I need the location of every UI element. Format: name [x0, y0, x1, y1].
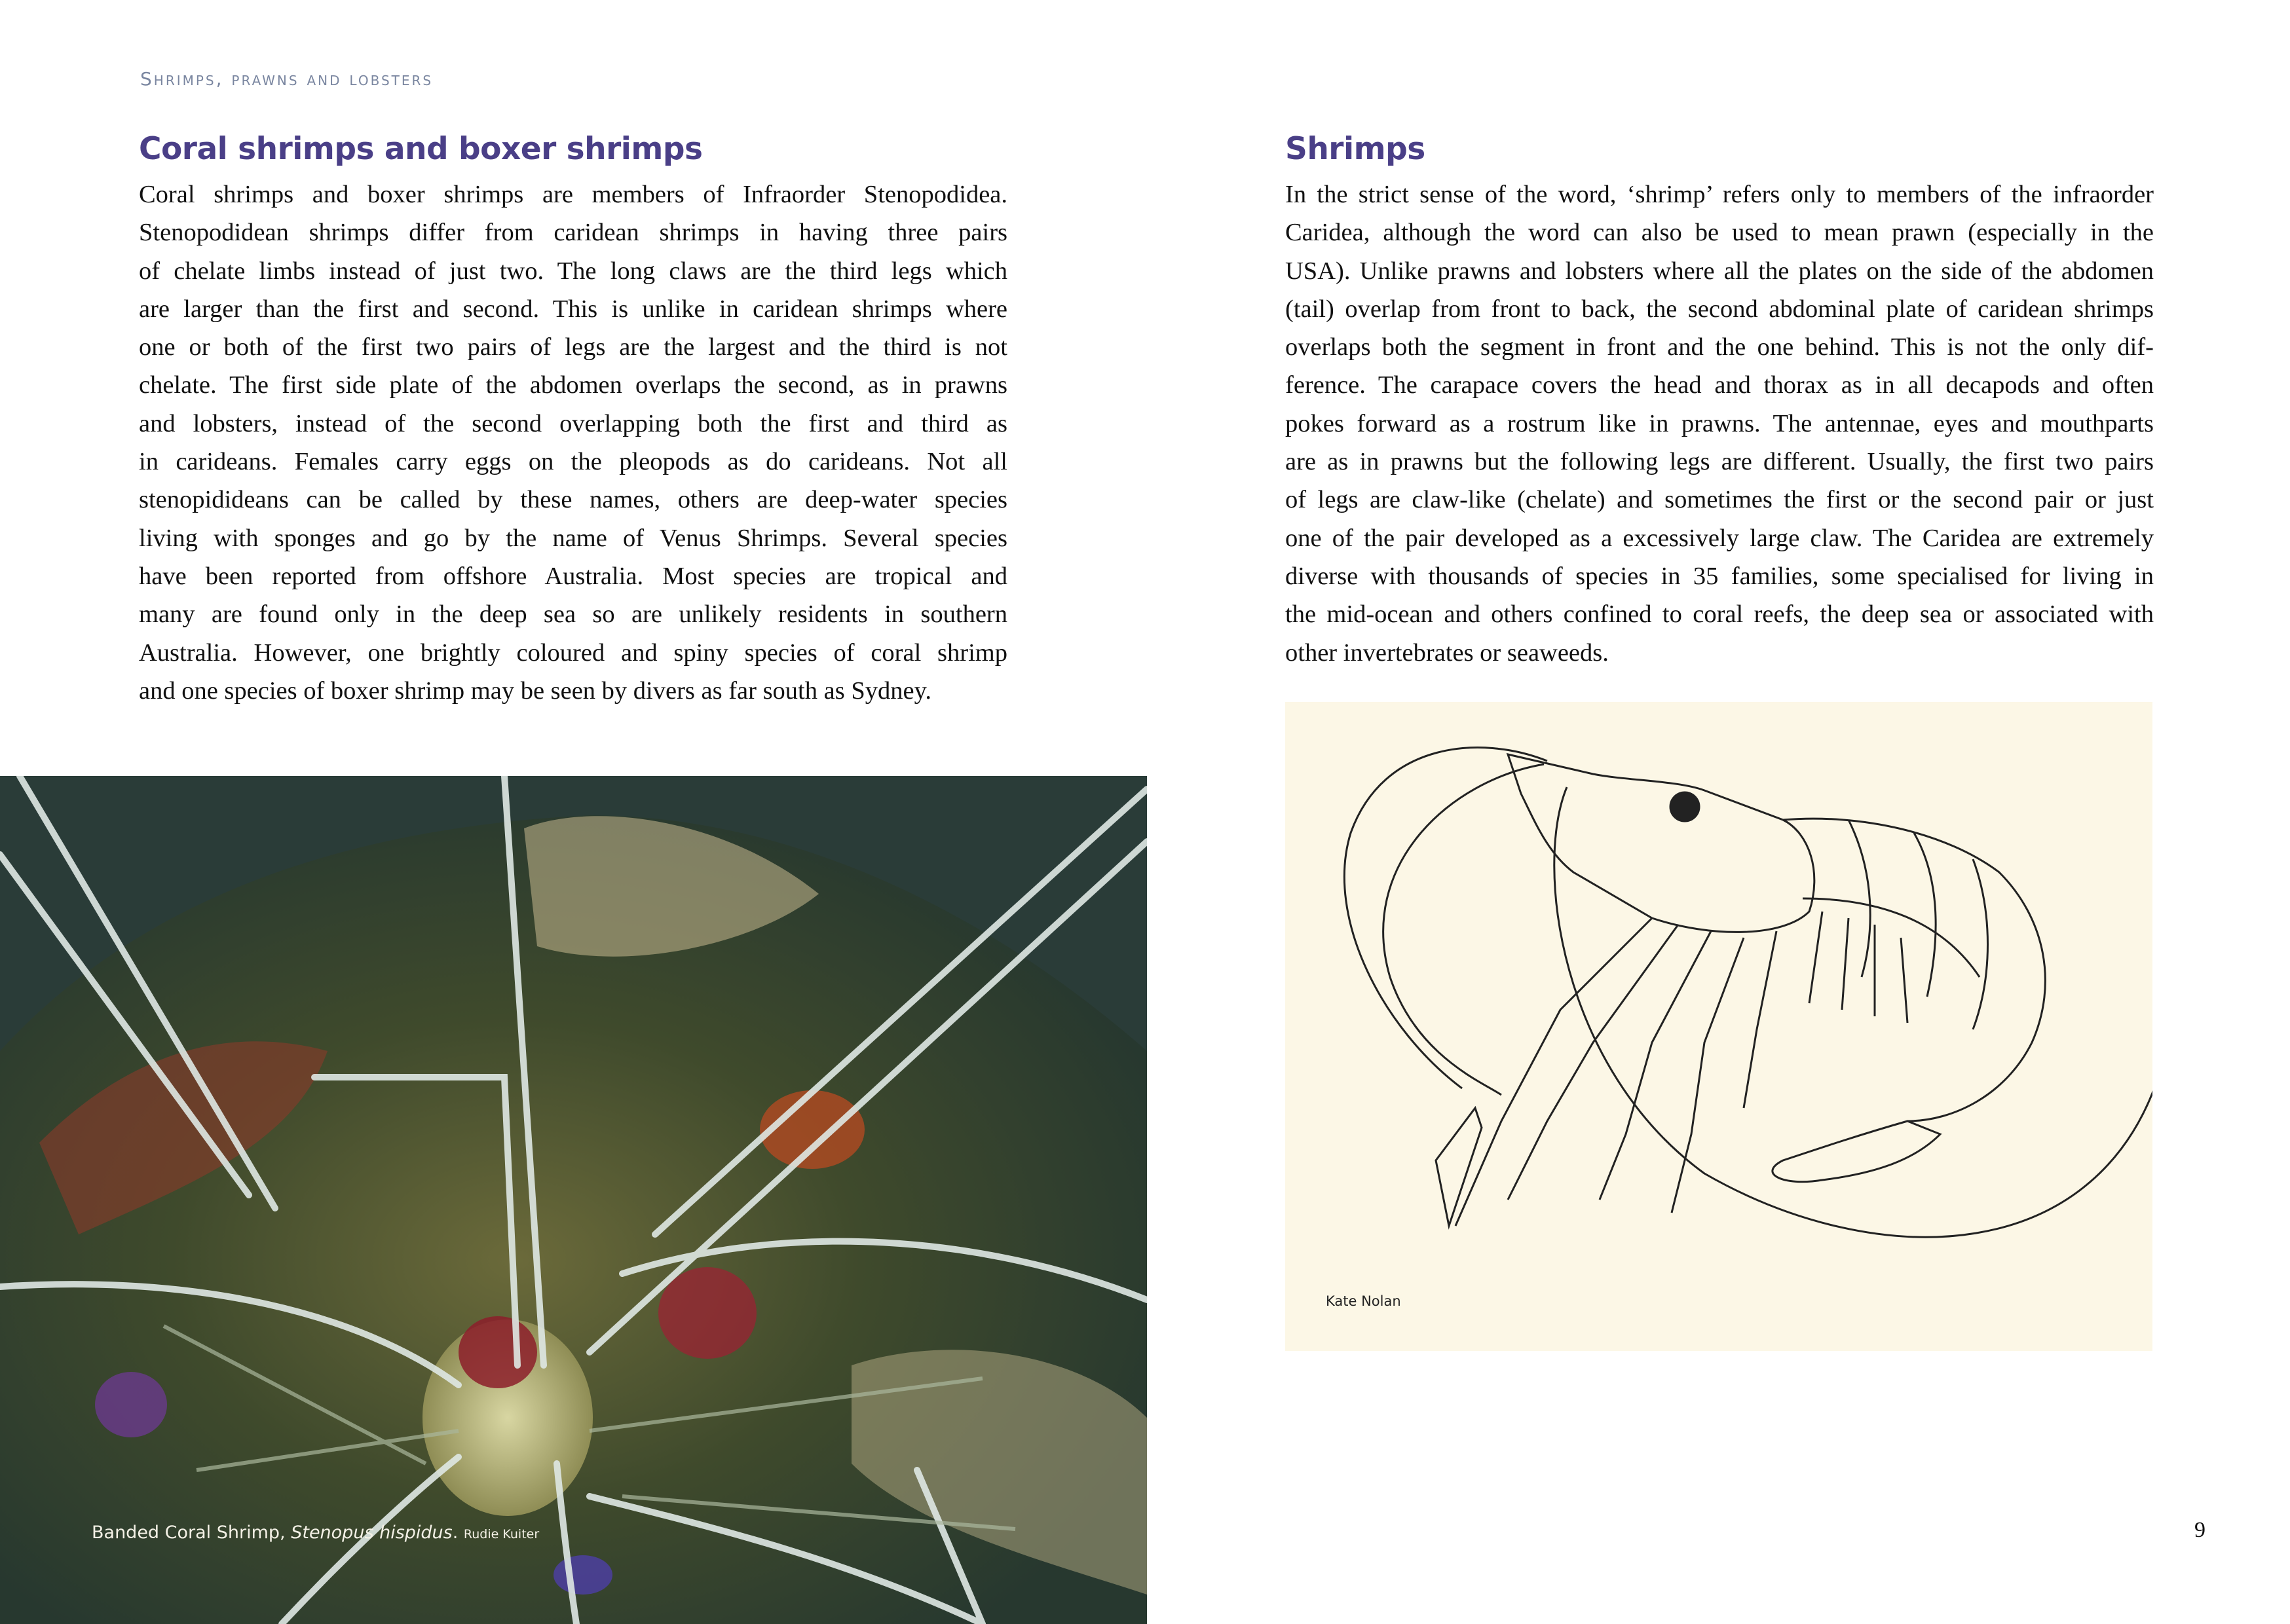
text-line: of chelate limbs instead of just two. The long claws are the third legs which	[139, 257, 1007, 285]
text-line: other invertebrates or seaweeds.	[1285, 638, 1609, 667]
page-number: 9	[2194, 1518, 2206, 1542]
text-line: one of the pair developed as a excessively large claw. The Caridea are extremely	[1285, 524, 2154, 552]
section-heading-shrimps: Shrimps	[1285, 131, 1425, 167]
shrimp-illustration	[1285, 702, 2152, 1351]
shrimp-line-drawing	[1285, 702, 2152, 1351]
text-line: In the strict sense of the word, ‘shrimp’ refers only to members of the infraorder	[1285, 181, 2154, 208]
text-line: chelate. The first side plate of the abdomen overlaps the second, as in prawns	[139, 371, 1007, 399]
text-line: Australia. However, one brightly coloured and spiny species of coral shrimp	[139, 638, 1007, 667]
text-line: of legs are claw-like (chelate) and sometimes the first or the second pair or just	[1285, 486, 2154, 514]
text-line: USA). Unlike prawns and lobsters where all the plates on the side of the abdomen	[1285, 257, 2154, 285]
coral-shrimp-photo	[0, 776, 1147, 1624]
text-line: in carideans. Females carry eggs on the pleopods as do carideans. Not all	[139, 448, 1007, 476]
caption-common-name: Banded Coral Shrimp,	[92, 1522, 291, 1543]
caption-separator: .	[452, 1522, 464, 1543]
photo-artwork	[0, 776, 1147, 1624]
text-line: ference. The carapace covers the head and thorax as in all decapods and often	[1285, 371, 2154, 399]
body-text-right	[1285, 175, 2154, 672]
running-head: Shrimps, prawns and lobsters	[140, 68, 434, 90]
text-line: living with sponges and go by the name of Venus Shrimps. Several species	[139, 524, 1007, 552]
body-text-left	[139, 175, 1007, 710]
text-line: and one species of boxer shrimp may be seen by divers as far south as Sydney.	[139, 676, 931, 705]
text-line: Stenopodidean shrimps differ from caridean shrimps in having three pairs	[139, 219, 1007, 247]
text-line: the mid-ocean and others confined to coral reefs, the deep sea or associated with	[1285, 600, 2154, 629]
section-heading-coral-shrimps: Coral shrimps and boxer shrimps	[139, 131, 703, 167]
text-line: stenopidideans can be called by these names, others are deep-water species	[139, 486, 1007, 514]
text-line: many are found only in the deep sea so are unlikely residents in southern	[139, 600, 1007, 629]
text-line: diverse with thousands of species in 35 families, some specialised for living in	[1285, 562, 2154, 590]
text-line: Coral shrimps and boxer shrimps are members of Infraorder Stenopodidea.	[139, 181, 1007, 208]
photo-caption	[92, 1522, 539, 1543]
text-line: (tail) overlap from front to back, the second abdominal plate of caridean shrimps	[1285, 295, 2154, 323]
photo-credit: Rudie Kuiter	[463, 1527, 540, 1541]
illustration-credit: Kate Nolan	[1326, 1293, 1401, 1309]
text-line: pokes forward as a rostrum like in prawns. The antennae, eyes and mouthparts	[1285, 409, 2154, 437]
text-line: one or both of the first two pairs of legs are the largest and the third is not	[139, 333, 1007, 361]
text-line: Caridea, although the word can also be used to mean prawn (especially in the	[1285, 219, 2154, 247]
text-line: have been reported from offshore Australia. Most species are tropical and	[139, 562, 1007, 590]
text-line: are as in prawns but the following legs are different. Usually, the first two pairs	[1285, 448, 2154, 476]
text-line: overlaps both the segment in front and the one behind. This is not the only dif-	[1285, 333, 2154, 361]
text-line: are larger than the first and second. This is unlike in caridean shrimps where	[139, 295, 1007, 323]
text-line: and lobsters, instead of the second overlapping both the first and third as	[139, 409, 1007, 437]
caption-species-name: Stenopus hispidus	[291, 1522, 453, 1543]
